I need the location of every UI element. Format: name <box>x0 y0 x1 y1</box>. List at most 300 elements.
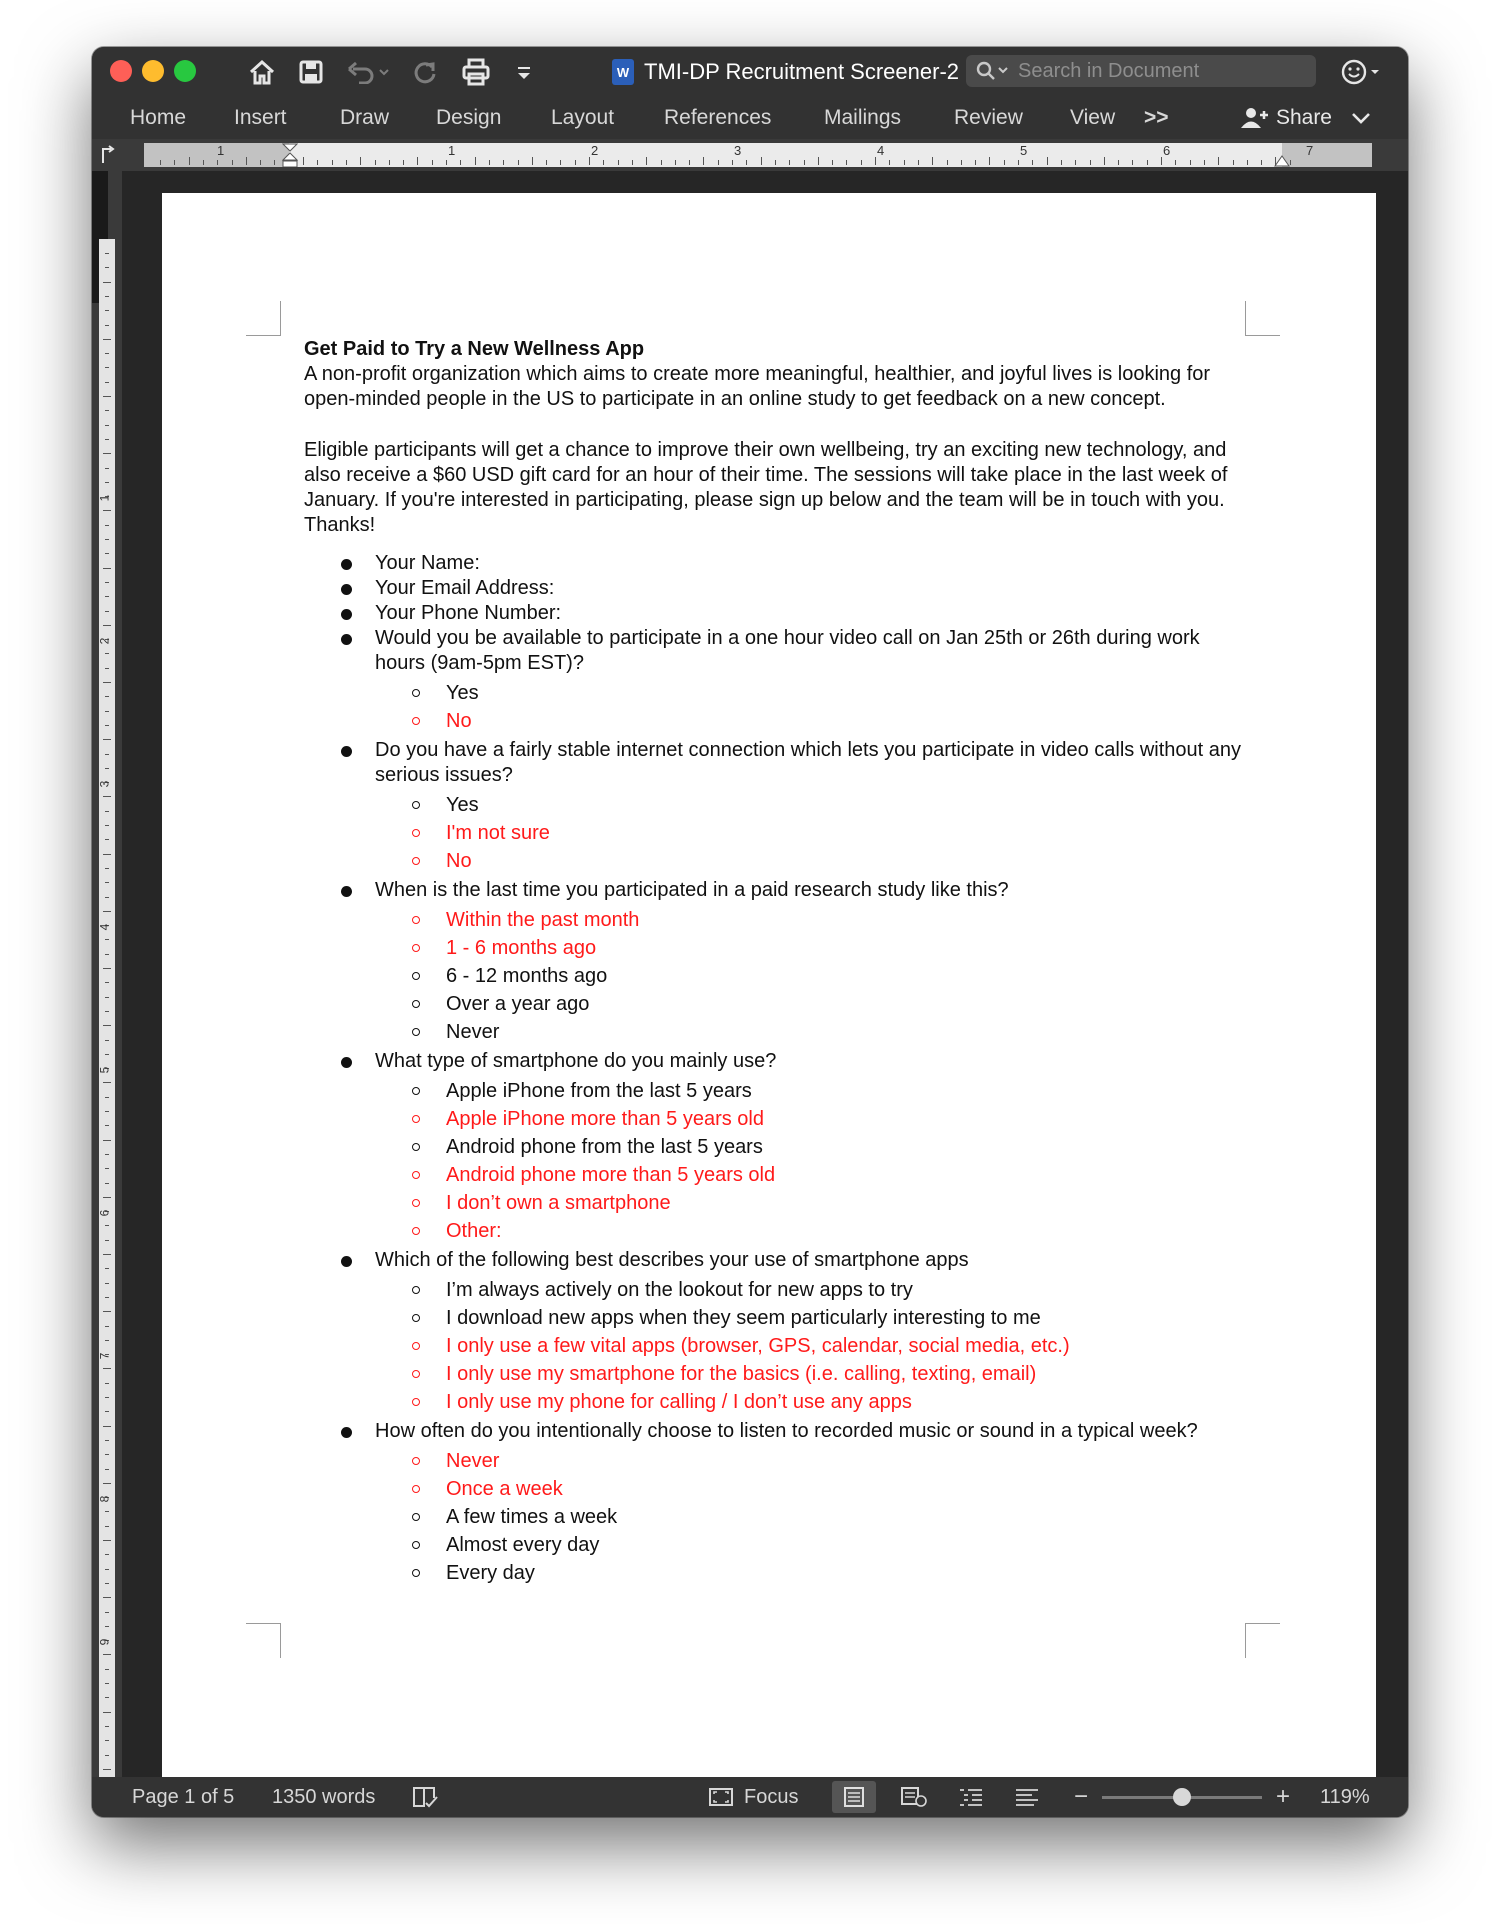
ruler-tick <box>103 1540 111 1541</box>
question-text: Your Email Address: <box>375 577 555 599</box>
ruler-tick <box>103 682 111 683</box>
more-tabs-button[interactable]: >> <box>1144 106 1169 129</box>
tab-review[interactable]: Review <box>954 106 1023 129</box>
ruler-tick <box>947 160 948 165</box>
ruler-tick <box>105 1755 109 1756</box>
ruler-tick <box>105 825 109 826</box>
ruler-tick <box>160 160 161 165</box>
vertical-ruler-number: 4 <box>97 923 112 931</box>
ruler-tick <box>189 157 190 165</box>
ruler-tick <box>105 353 109 354</box>
question-item <box>304 601 1244 626</box>
vertical-ruler[interactable] <box>92 171 122 1811</box>
ruler-tick <box>105 382 109 383</box>
tab-draw[interactable]: Draw <box>340 106 390 129</box>
ruler-tick <box>775 160 776 165</box>
document-body[interactable] <box>304 337 1244 1590</box>
title-bar <box>92 47 1408 97</box>
tab-design[interactable]: Design <box>436 106 502 129</box>
ruler-tick <box>105 939 109 940</box>
ruler-tick <box>618 160 619 165</box>
ruler-tick <box>446 160 447 165</box>
customize-toolbar-icon[interactable] <box>512 55 536 89</box>
answer-options <box>375 906 1244 1046</box>
ruler-tick <box>105 882 109 883</box>
question-text: When is the last time you participated in a paid research study like this? <box>375 879 1009 901</box>
document-heading: Get Paid to Try a New Wellness App <box>304 338 645 360</box>
add-person-icon <box>1240 107 1270 129</box>
ruler-tick <box>1118 160 1119 165</box>
ruler-tick <box>1061 160 1062 165</box>
ruler-tick <box>975 160 976 165</box>
ruler-tick <box>105 1683 109 1684</box>
ruler-tick <box>103 1254 111 1255</box>
focus-icon <box>708 1786 734 1808</box>
question-text: Which of the following best describes your use of smartphone apps <box>375 1249 969 1271</box>
ruler-tick <box>105 1626 109 1627</box>
ruler-tick <box>105 653 109 654</box>
question-item <box>304 878 1244 1046</box>
ruler-tick <box>103 625 111 626</box>
ruler-tick <box>105 553 109 554</box>
smiley-feedback-icon[interactable] <box>1340 55 1384 89</box>
answer-option: Never <box>375 1018 1244 1046</box>
ruler-tick <box>746 160 747 165</box>
answer-options <box>375 1276 1244 1416</box>
details-paragraph: Eligible participants will get a chance to improve their own wellbeing, try an exciting new technology, and also receive a $60 USD gift card for an hour of their time. The sessions will take place in the last week of January. If you're interested in participating, please sign up below and the team will be in touch with you. Thanks! <box>304 439 1228 536</box>
draft-icon[interactable] <box>1014 1777 1040 1817</box>
ruler-tick <box>703 157 704 165</box>
answer-option: 1 - 6 months ago <box>375 934 1244 962</box>
print-layout-icon[interactable] <box>842 1777 866 1817</box>
search-icon <box>976 61 1010 81</box>
zoom-slider-knob[interactable] <box>1173 1788 1191 1806</box>
zoom-window-button[interactable] <box>174 60 196 82</box>
vertical-ruler-track <box>99 239 115 1815</box>
ruler-tick <box>105 1240 109 1241</box>
ruler-tick <box>360 157 361 165</box>
answer-option: A few times a week <box>375 1503 1244 1531</box>
ruler-tick <box>375 160 376 165</box>
ruler-tick <box>105 954 109 955</box>
ruler-tick <box>105 525 109 526</box>
ruler-track <box>144 143 1372 167</box>
ruler-tick <box>103 453 111 454</box>
tab-references[interactable]: References <box>664 106 772 129</box>
ruler-tick <box>105 1154 109 1155</box>
ruler-tick <box>832 160 833 165</box>
ruler-tick <box>789 160 790 165</box>
vertical-ruler-number: 3 <box>97 780 112 788</box>
ruler-tick <box>105 1669 109 1670</box>
answer-options <box>375 679 1244 735</box>
minimize-window-button[interactable] <box>142 60 164 82</box>
answer-option: I download new apps when they seem particularly interesting to me <box>375 1304 1244 1332</box>
ruler-tick <box>332 160 333 165</box>
ruler-number: 5 <box>1020 143 1028 158</box>
ruler-tick <box>989 157 990 165</box>
ruler-tick <box>1204 160 1205 165</box>
ruler-tick <box>105 1697 109 1698</box>
ruler-tick <box>317 160 318 165</box>
ruler-tick <box>103 1368 111 1369</box>
answer-option: 6 - 12 months ago <box>375 962 1244 990</box>
ruler-tick <box>105 868 109 869</box>
horizontal-ruler[interactable] <box>92 139 1408 171</box>
ruler-right-margin <box>1282 143 1372 167</box>
ruler-tick <box>103 911 111 912</box>
ruler-tick <box>403 160 404 165</box>
ruler-tick <box>904 160 905 165</box>
ruler-tick <box>932 157 933 165</box>
ruler-tick <box>105 725 109 726</box>
ruler-tick <box>875 157 876 165</box>
ruler-tick <box>846 160 847 165</box>
ruler-tick <box>105 253 109 254</box>
question-item <box>304 576 1244 601</box>
redo-icon[interactable] <box>410 55 440 89</box>
ruler-tick <box>105 839 109 840</box>
answer-option: I only use my smartphone for the basics (i.e. calling, texting, email) <box>375 1360 1244 1388</box>
ruler-tick <box>632 160 633 165</box>
page-count[interactable]: Page 1 of 5 <box>132 1785 235 1808</box>
ruler-tick <box>1147 160 1148 165</box>
ruler-tick <box>174 160 175 165</box>
ruler-tick <box>105 1583 109 1584</box>
ruler-tick <box>105 1097 109 1098</box>
ruler-tick <box>105 1011 109 1012</box>
ruler-tick <box>217 160 218 165</box>
ruler-tick <box>105 1225 109 1226</box>
answer-option: Once a week <box>375 1475 1244 1503</box>
web-layout-icon[interactable] <box>900 1777 928 1817</box>
ruler-tick <box>346 160 347 165</box>
ruler-tick <box>105 1740 109 1741</box>
ruler-tick <box>518 160 519 165</box>
ruler-tick <box>1190 160 1191 165</box>
ruler-tick <box>103 282 111 283</box>
answer-option: I only use my phone for calling / I don’t use any apps <box>375 1388 1244 1416</box>
margin-crop-mark <box>1245 1623 1280 1658</box>
zoom-out-button[interactable]: − <box>1074 1783 1089 1810</box>
answer-option: No <box>375 847 1244 875</box>
ruler-tick <box>475 157 476 165</box>
ruler-tick <box>1247 160 1248 165</box>
answer-option: Every day <box>375 1559 1244 1587</box>
ruler-tick <box>103 1025 111 1026</box>
ruler-tick <box>1090 160 1091 165</box>
ruler-tick <box>103 1082 111 1083</box>
undo-icon[interactable] <box>346 55 392 89</box>
ruler-tick <box>103 968 111 969</box>
ribbon-tab-bar <box>92 97 1408 139</box>
ruler-tick <box>105 1283 109 1284</box>
answer-option: Almost every day <box>375 1531 1244 1559</box>
ruler-number: 2 <box>591 143 599 158</box>
ruler-tick <box>1261 160 1262 165</box>
ruler-tick <box>260 160 261 165</box>
question-list <box>304 551 1244 1587</box>
document-title-text: TMI-DP Recruitment Screener-2 <box>644 59 960 84</box>
answer-option: Over a year ago <box>375 990 1244 1018</box>
ruler-tick <box>105 1454 109 1455</box>
vertical-ruler-number: 6 <box>97 1209 112 1217</box>
ruler-tick <box>1104 157 1105 165</box>
vertical-ruler-number: 8 <box>97 1495 112 1503</box>
ruler-tick <box>103 339 111 340</box>
ruler-tick <box>105 325 109 326</box>
ruler-tick <box>804 160 805 165</box>
share-label: Share <box>1275 106 1332 129</box>
focus-label: Focus <box>744 1785 799 1808</box>
answer-option: Yes <box>375 791 1244 819</box>
ruler-tick <box>389 160 390 165</box>
ruler-tick <box>105 1168 109 1169</box>
ruler-tick <box>105 1526 109 1527</box>
ruler-tick <box>105 1268 109 1269</box>
ruler-tick <box>1132 160 1133 165</box>
ruler-tick <box>105 1054 109 1055</box>
ruler-tick <box>105 1326 109 1327</box>
ruler-tick <box>103 568 111 569</box>
ruler-tick <box>1075 160 1076 165</box>
ruler-tick <box>232 160 233 165</box>
question-text: How often do you intentionally choose to listen to recorded music or sound in a typical week? <box>375 1420 1198 1442</box>
ruler-tick <box>417 157 418 165</box>
indent-marker-icon[interactable] <box>282 143 298 167</box>
ruler-tick <box>105 997 109 998</box>
ruler-tick <box>105 410 109 411</box>
ruler-tick <box>105 611 109 612</box>
ruler-tick <box>103 1426 111 1427</box>
answer-option: Apple iPhone more than 5 years old <box>375 1105 1244 1133</box>
vertical-ruler-number: 9 <box>97 1638 112 1646</box>
ruler-tick <box>105 1040 109 1041</box>
ruler-tick <box>560 160 561 165</box>
zoom-slider[interactable] <box>1102 1796 1262 1799</box>
answer-option: Other: <box>375 1217 1244 1245</box>
ruler-tick <box>103 1311 111 1312</box>
ruler-tick <box>105 439 109 440</box>
answer-option: I only use a few vital apps (browser, GPS, calendar, social media, etc.) <box>375 1332 1244 1360</box>
question-item <box>304 1049 1244 1245</box>
ruler-tick <box>103 1712 111 1713</box>
ruler-tick <box>861 160 862 165</box>
ruler-tick <box>432 160 433 165</box>
ruler-tick <box>103 854 111 855</box>
answer-option: I’m always actively on the lookout for new apps to try <box>375 1276 1244 1304</box>
answer-option: I'm not sure <box>375 819 1244 847</box>
ruler-tick <box>818 157 819 165</box>
question-item <box>304 626 1244 735</box>
margin-crop-mark <box>1245 301 1280 336</box>
answer-options <box>375 791 1244 875</box>
ruler-tick <box>1018 160 1019 165</box>
ruler-tick <box>105 1569 109 1570</box>
tab-mailings[interactable]: Mailings <box>824 106 902 129</box>
ruler-tick <box>546 160 547 165</box>
question-text: Would you be available to participate in a one hour video call on Jan 25th or 26th during work hours (9am-5pm EST)? <box>375 627 1200 674</box>
ruler-tick <box>503 160 504 165</box>
ruler-tick <box>689 160 690 165</box>
tab-layout[interactable]: Layout <box>551 106 615 129</box>
ruler-tick <box>1218 157 1219 165</box>
ruler-tick <box>646 157 647 165</box>
ruler-tick <box>1047 157 1048 165</box>
print-icon[interactable] <box>460 55 492 89</box>
word-count[interactable]: 1350 words <box>272 1785 376 1808</box>
word-window <box>92 47 1408 1817</box>
ruler-tick <box>103 1197 111 1198</box>
ruler-tick <box>105 1726 109 1727</box>
tab-view[interactable]: View <box>1070 106 1116 129</box>
save-icon[interactable] <box>296 55 326 89</box>
ruler-number: 3 <box>734 143 742 158</box>
ruler-tick <box>105 582 109 583</box>
question-item <box>304 1419 1244 1587</box>
document-page[interactable] <box>162 193 1376 1779</box>
answer-option: Within the past month <box>375 906 1244 934</box>
ruler-tick <box>1032 160 1033 165</box>
ruler-tick <box>105 668 109 669</box>
answer-option: Never <box>375 1447 1244 1475</box>
ruler-tick <box>575 160 576 165</box>
tab-home[interactable]: Home <box>130 106 187 129</box>
ruler-number: 1 <box>217 143 225 158</box>
ruler-tick <box>1233 160 1234 165</box>
ruler-tick <box>105 539 109 540</box>
ruler-tick <box>105 711 109 712</box>
document-title <box>612 57 959 87</box>
answer-options <box>375 1077 1244 1245</box>
ruler-tick <box>105 1411 109 1412</box>
answer-option: Yes <box>375 679 1244 707</box>
chevron-down-icon <box>1350 111 1372 125</box>
zoom-in-button[interactable]: + <box>1276 1783 1291 1810</box>
ruler-tick <box>1161 157 1162 165</box>
ruler-tick <box>105 1511 109 1512</box>
ruler-tick <box>105 1340 109 1341</box>
ruler-tick <box>203 160 204 165</box>
ruler-tick <box>718 160 719 165</box>
ruler-tick <box>105 468 109 469</box>
ruler-tick <box>105 1383 109 1384</box>
right-indent-marker-icon[interactable] <box>1274 155 1290 167</box>
zoom-percentage[interactable]: 119% <box>1320 1785 1370 1808</box>
ruler-tick <box>105 310 109 311</box>
ruler-tick <box>889 160 890 165</box>
home-icon[interactable] <box>246 55 278 89</box>
ruler-tick <box>103 510 111 511</box>
ruler-tick <box>675 160 676 165</box>
share-button[interactable] <box>1240 102 1372 134</box>
ruler-tick <box>732 160 733 165</box>
ruler-tick <box>105 1440 109 1441</box>
ruler-tick <box>103 1597 111 1598</box>
ruler-tick <box>1175 160 1176 165</box>
close-window-button[interactable] <box>110 60 132 82</box>
proofing-icon[interactable] <box>412 1777 440 1817</box>
ruler-number: 1 <box>448 143 456 158</box>
word-doc-icon: W <box>612 59 634 85</box>
question-text: Do you have a fairly stable internet connection which lets you participate in video calls without any serious issues? <box>375 739 1242 786</box>
ruler-tick <box>246 157 247 165</box>
answer-options <box>375 1447 1244 1587</box>
ruler-tick <box>603 160 604 165</box>
vertical-ruler-number: 7 <box>97 1352 112 1360</box>
ruler-tick <box>489 160 490 165</box>
intro-paragraph: A non-profit organization which aims to create more meaningful, healthier, and joyful lives is looking for open-minded people in the US to participate in an online study to get feedback on a new concept. <box>304 363 1211 410</box>
ruler-tick <box>105 982 109 983</box>
vertical-ruler-number: 5 <box>97 1066 112 1074</box>
vertical-ruler-number: 2 <box>97 637 112 645</box>
tab-insert[interactable]: Insert <box>234 106 287 129</box>
focus-button[interactable] <box>708 1777 798 1817</box>
ruler-tick <box>103 1654 111 1655</box>
ruler-tick <box>105 1612 109 1613</box>
ruler-tick <box>303 157 304 165</box>
ruler-tick <box>105 296 109 297</box>
ruler-tick <box>105 1397 109 1398</box>
ruler-tick <box>103 1140 111 1141</box>
tab-stop-selector-icon[interactable] <box>98 145 116 165</box>
ruler-tick <box>105 1297 109 1298</box>
ruler-tick <box>918 160 919 165</box>
answer-option: Android phone more than 5 years old <box>375 1161 1244 1189</box>
ruler-tick <box>105 754 109 755</box>
margin-crop-mark <box>246 301 281 336</box>
ruler-tick <box>532 157 533 165</box>
margin-crop-mark <box>246 1623 281 1658</box>
ruler-tick <box>105 425 109 426</box>
search-box[interactable] <box>966 55 1316 87</box>
ruler-tick <box>589 157 590 165</box>
search-placeholder: Search in Document <box>1018 59 1200 82</box>
ruler-tick <box>103 1769 111 1770</box>
ruler-number: 6 <box>1163 143 1171 158</box>
ruler-tick <box>105 1125 109 1126</box>
ruler-tick <box>105 1111 109 1112</box>
answer-option: No <box>375 707 1244 735</box>
ruler-tick <box>105 768 109 769</box>
ruler-tick <box>105 1183 109 1184</box>
ruler-tick <box>105 367 109 368</box>
ruler-tick <box>460 160 461 165</box>
question-item <box>304 738 1244 875</box>
ruler-tick <box>274 160 275 165</box>
answer-option: Apple iPhone from the last 5 years <box>375 1077 1244 1105</box>
ruler-number: 7 <box>1306 143 1314 158</box>
question-item <box>304 551 1244 576</box>
ruler-tick <box>103 396 111 397</box>
vertical-ruler-number: 1 <box>97 494 112 502</box>
ruler-tick <box>1004 160 1005 165</box>
ruler-tick <box>105 897 109 898</box>
question-text: What type of smartphone do you mainly use? <box>375 1050 777 1072</box>
outline-icon[interactable] <box>958 1777 984 1817</box>
question-text: Your Name: <box>375 552 480 574</box>
ruler-number: 4 <box>877 143 885 158</box>
ruler-tick <box>103 796 111 797</box>
ruler-tick <box>103 1483 111 1484</box>
ruler-tick <box>105 696 109 697</box>
ruler-tick <box>105 596 109 597</box>
ruler-tick <box>105 811 109 812</box>
ruler-tick <box>661 160 662 165</box>
ruler-tick <box>105 267 109 268</box>
ruler-tick <box>105 1554 109 1555</box>
ruler-tick <box>105 1469 109 1470</box>
